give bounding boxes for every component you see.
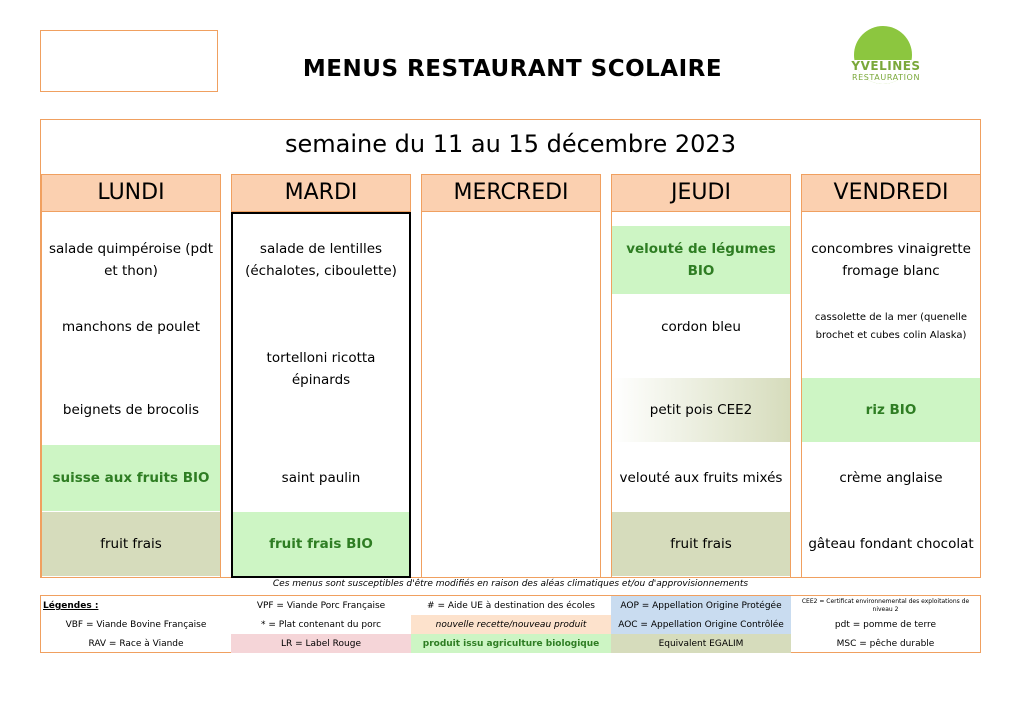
menu-item: manchons de poulet — [62, 319, 200, 335]
page-title: MENUS RESTAURANT SCOLAIRE — [302, 56, 723, 82]
day-column-jeudi — [611, 212, 791, 578]
legend-pdt: pdt = pomme de terre — [834, 619, 937, 630]
menu-item: saint paulin — [281, 470, 361, 486]
legend-vpf: VPF = Viande Porc Française — [256, 600, 386, 611]
legend-rav: RAV = Race à Viande — [88, 638, 184, 649]
day-header-jeudi: JEUDI — [611, 174, 791, 212]
menu-item-egalim: fruit frais — [612, 512, 790, 576]
menu-item-bio: velouté de légumes BIO — [612, 226, 790, 294]
menu-item-bio: riz BIO — [802, 378, 980, 442]
menu-item: concombres vinaigrette fromage blanc — [811, 241, 971, 279]
legend-aide-ue: # = Aide UE à destination des écoles — [427, 600, 595, 611]
menu-item: beignets de brocolis — [62, 402, 200, 418]
legend-bio: produit issu agriculture biologique — [411, 634, 611, 653]
menu-item: tortelloni ricotta épinards — [266, 350, 376, 388]
menu-item: gâteau fondant chocolat — [808, 536, 974, 552]
menu-item: cassolette de la mer (quenelle brochet et cubes colin Alaska) — [814, 312, 968, 341]
brand-logo — [836, 24, 936, 86]
menu-item: cordon bleu — [661, 319, 741, 335]
day-header-vendredi: VENDREDI — [801, 174, 981, 212]
menu-item: crème anglaise — [839, 470, 943, 486]
day-column-mercredi — [421, 212, 601, 578]
legend-label-rouge: LR = Label Rouge — [231, 634, 411, 653]
menu-item-egalim: fruit frais — [42, 512, 220, 576]
menu-item: velouté aux fruits mixés — [619, 470, 783, 486]
menu-item-bio: fruit frais BIO — [232, 512, 410, 576]
legend-box — [40, 595, 981, 653]
legend-aop: AOP = Appellation Origine Protégée — [611, 596, 791, 615]
brand-sub: RESTAURATION — [851, 73, 921, 82]
menu-item-egalim: petit pois CEE2 — [612, 378, 790, 442]
menu-item: salade quimpéroise (pdt et thon) — [49, 241, 213, 279]
day-column-vendredi — [801, 212, 981, 578]
legend-cee2: CEE2 = Certificat environnemental des exploitations de niveau 2 — [801, 597, 970, 613]
legend-egalim: Equivalent EGALIM — [611, 634, 791, 653]
disclaimer: Ces menus sont susceptibles d'être modifiés en raison des aléas climatiques et/ou d'approvisionnements — [272, 579, 749, 589]
brand-name: YVELINES — [851, 59, 921, 73]
legend-vbf: VBF = Viande Bovine Française — [65, 619, 207, 630]
day-column-mardi — [231, 212, 411, 578]
day-header-lundi: LUNDI — [41, 174, 221, 212]
day-header-mardi: MARDI — [231, 174, 411, 212]
day-column-lundi — [41, 212, 221, 578]
legend-porc: * = Plat contenant du porc — [260, 619, 382, 630]
day-header-mercredi: MERCREDI — [421, 174, 601, 212]
legend-msc: MSC = pêche durable — [836, 638, 935, 649]
legend-nouvelle-recette: nouvelle recette/nouveau produit — [411, 615, 611, 634]
logo-placeholder — [40, 30, 218, 92]
legend-title: Légendes : — [43, 601, 99, 611]
legend-aoc: AOC = Appellation Origine Contrôlée — [611, 615, 791, 634]
menu-item: salade de lentilles (échalotes, ciboulette) — [245, 241, 397, 279]
menu-item-bio: suisse aux fruits BIO — [42, 445, 220, 511]
week-label: semaine du 11 au 15 décembre 2023 — [285, 130, 736, 158]
